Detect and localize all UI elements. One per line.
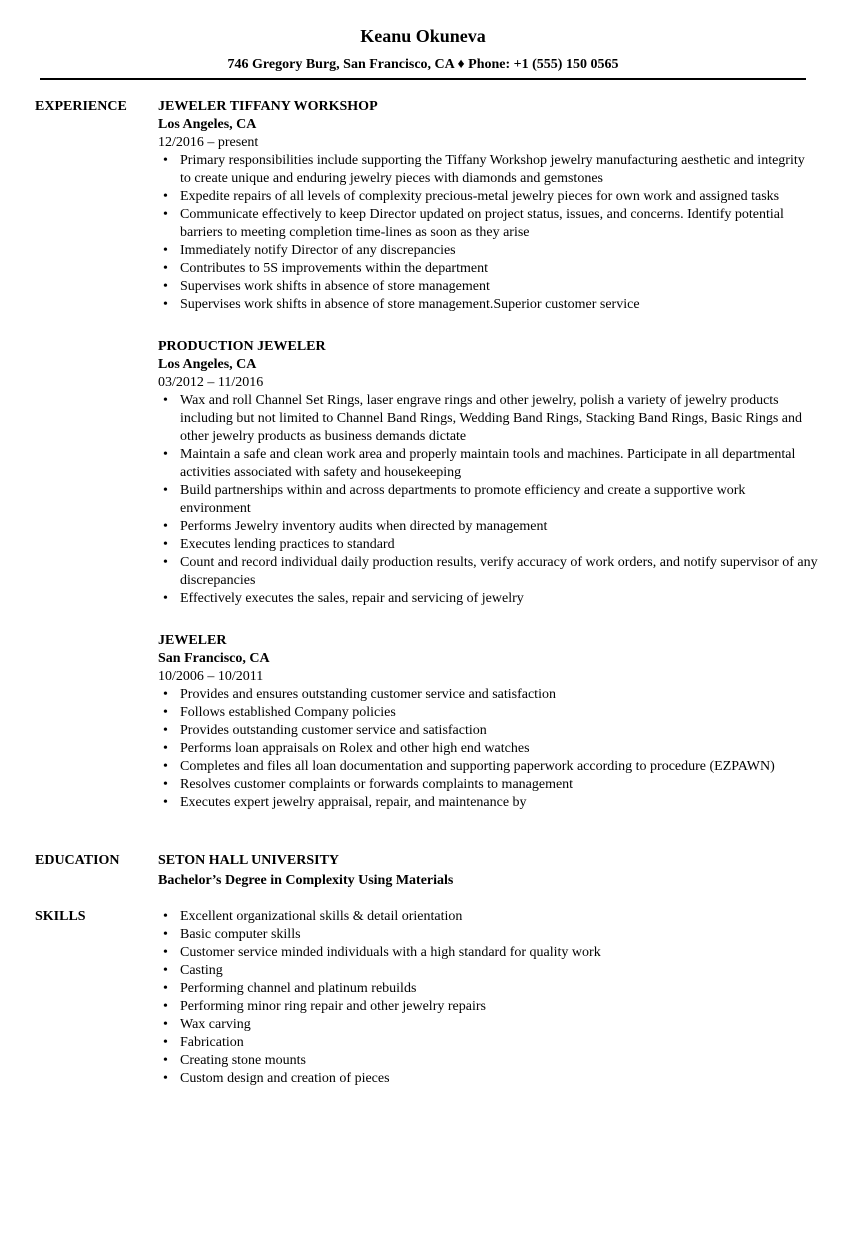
list-item: • Expedite repairs of all levels of complexity precious-metal jewelry pieces for own work and assigned tasks — [180, 188, 818, 206]
candidate-name: Keanu Okuneva — [360, 26, 486, 46]
job-entry — [158, 632, 818, 812]
list-item: • Contributes to 5S improvements within the department — [180, 260, 818, 278]
list-item: • Executes expert jewelry appraisal, repair, and maintenance by — [180, 794, 818, 812]
contact-line: 746 Gregory Burg, San Francisco, CA ♦ Phone: +1 (555) 150 0565 — [227, 57, 619, 72]
education-heading: EDUCATION — [35, 853, 120, 868]
school-name: SETON HALL UNIVERSITY — [158, 853, 340, 868]
job-location: San Francisco, CA — [158, 651, 270, 666]
list-item: • Basic computer skills — [180, 926, 818, 944]
job-dates: 12/2016 – present — [158, 135, 259, 150]
list-item: • Creating stone mounts — [180, 1052, 818, 1070]
list-item: • Excellent organizational skills & detail orientation — [180, 908, 818, 926]
skills-heading: SKILLS — [35, 909, 86, 924]
job-bullets — [158, 392, 818, 608]
list-item: • Resolves customer complaints or forwards complaints to management — [180, 776, 818, 794]
job-dates: 03/2012 – 11/2016 — [158, 375, 264, 390]
list-item: • Wax and roll Channel Set Rings, laser engrave rings and other jewelry, polish a variety of jewelry products including but not limited to Channel Band Rings, Wedding Band Rings, Stacking Band Rings, Basic Rings and other jewelry products as business demands dictate — [180, 392, 818, 446]
list-item: • Follows established Company policies — [180, 704, 818, 722]
job-location: Los Angeles, CA — [158, 117, 257, 132]
job-entry — [158, 98, 818, 314]
list-item: • Performing channel and platinum rebuilds — [180, 980, 818, 998]
job-bullets — [158, 686, 818, 812]
resume-header — [40, 24, 806, 74]
list-item: • Customer service minded individuals with a high standard for quality work — [180, 944, 818, 962]
list-item: • Performs loan appraisals on Rolex and other high end watches — [180, 740, 818, 758]
list-item: • Fabrication — [180, 1034, 818, 1052]
list-item: • Supervises work shifts in absence of store management — [180, 278, 818, 296]
experience-heading: EXPERIENCE — [35, 99, 127, 114]
list-item: • Provides outstanding customer service and satisfaction — [180, 722, 818, 740]
skills-body — [158, 908, 818, 1088]
list-item: • Casting — [180, 962, 818, 980]
list-item: • Communicate effectively to keep Director updated on project status, issues, and concerns. Identify potential barriers to meeting completion time-lines as soon as they arise — [180, 206, 818, 242]
skills-list — [158, 908, 818, 1088]
job-bullets — [158, 152, 818, 314]
list-item: • Performs Jewelry inventory audits when directed by management — [180, 518, 818, 536]
job-title: JEWELER TIFFANY WORKSHOP — [158, 99, 378, 114]
degree: Bachelor’s Degree in Complexity Using Materials — [158, 873, 454, 888]
list-item: • Effectively executes the sales, repair and servicing of jewelry — [180, 590, 818, 608]
list-item: • Primary responsibilities include supporting the Tiffany Workshop jewelry manufacturing aesthetic and integrity to create unique and enduring jewelry pieces with diamonds and gemstones — [180, 152, 818, 188]
header-divider — [40, 78, 806, 80]
job-title: JEWELER — [158, 633, 227, 648]
list-item: • Count and record individual daily production results, verify accuracy of work orders, and notify supervisor of any discrepancies — [180, 554, 818, 590]
list-item: • Completes and files all loan documentation and supporting paperwork according to procedure (EZPAWN) — [180, 758, 818, 776]
list-item: • Executes lending practices to standard — [180, 536, 818, 554]
job-entry — [158, 338, 818, 608]
list-item: • Wax carving — [180, 1016, 818, 1034]
job-title: PRODUCTION JEWELER — [158, 339, 326, 354]
list-item: • Immediately notify Director of any discrepancies — [180, 242, 818, 260]
list-item: • Supervises work shifts in absence of store management.Superior customer service — [180, 296, 818, 314]
list-item: • Custom design and creation of pieces — [180, 1070, 818, 1088]
job-location: Los Angeles, CA — [158, 357, 257, 372]
list-item: • Provides and ensures outstanding customer service and satisfaction — [180, 686, 818, 704]
list-item: • Build partnerships within and across departments to promote efficiency and create a supportive work environment — [180, 482, 818, 518]
education-body — [158, 852, 818, 890]
list-item: • Maintain a safe and clean work area and properly maintain tools and machines. Participate in all departmental activities associated with safety and housekeeping — [180, 446, 818, 482]
experience-list — [158, 98, 818, 836]
list-item: • Performing minor ring repair and other jewelry repairs — [180, 998, 818, 1016]
job-dates: 10/2006 – 10/2011 — [158, 669, 264, 684]
